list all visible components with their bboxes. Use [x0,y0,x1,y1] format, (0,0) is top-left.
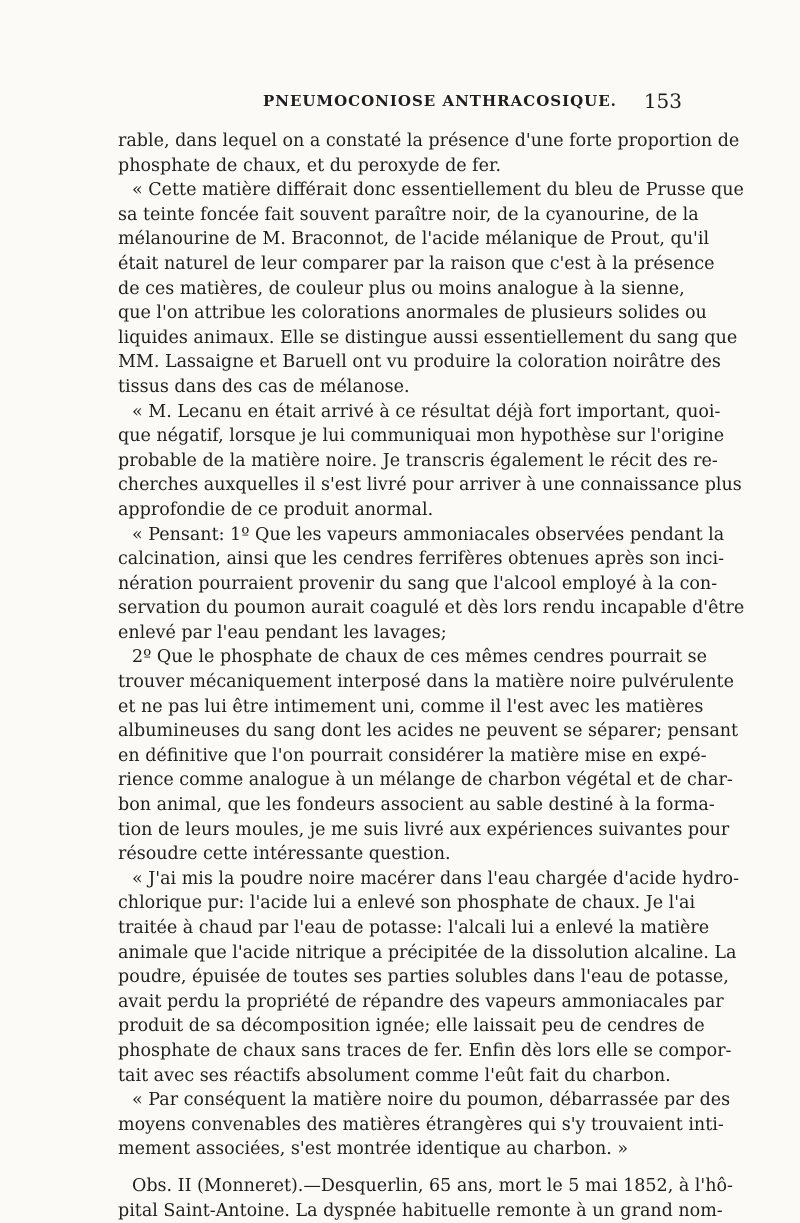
text-line: que l'on attribue les colorations anormales de plusieurs solides ou [118,303,707,324]
page-number: 153 [643,89,682,113]
text-line: en définitive que l'on pourrait considérer la matière mise en expé- [118,745,707,766]
text-line: MM. Lassaigne et Baruell ont vu produire la coloration noirâtre des [118,352,721,373]
text-line: résoudre cette intéressante question. [118,844,451,865]
text-line: cherches auxquelles il s'est livré pour arriver à une connaissance plus [118,475,742,496]
text-line: phosphate de chaux, et du peroxyde de fer. [118,155,502,176]
text-line: rable, dans lequel on a constaté la présence d'une forte proportion de [118,131,740,151]
text-line: « Pensant: 1º Que les vapeurs ammoniacales observées pendant la [132,524,725,545]
text-line: trouver mécaniquement interposé dans la matière noire pulvérulente [118,672,734,693]
text-line: que négatif, lorsque je lui communiquai mon hypothèse sur l'origine [118,426,725,447]
text-line: albumineuses du sang dont les acides ne peuvent se séparer; pensant [118,721,739,742]
text-line: tait avec ses réactifs absolument comme l'eût fait du charbon. [118,1065,671,1086]
running-title: PNEUMOCONIOSE ANTHRACOSIQUE. [263,92,617,110]
body-text [118,129,745,1223]
text-line: et ne pas lui être intimement uni, comme il l'est avec les matières [118,696,704,717]
text-line: de ces matières, de couleur plus ou moins analogue à la sienne, [118,278,685,299]
text-line: pital Saint-Antoine. La dyspnée habituelle remonte à un grand nom- [118,1200,723,1221]
text-line: était naturel de leur comparer par la raison que c'est à la présence [118,253,715,274]
text-line: poudre, épuisée de toutes ses parties solubles dans l'eau de potasse, [118,967,729,988]
text-line: chlorique pur: l'acide lui a enlevé son phosphate de chaux. Je l'ai [118,893,696,914]
text-line: rience comme analogue à un mélange de charbon végétal et de char- [118,770,733,791]
text-line: calcination, ainsi que les cendres ferrifères obtenues après son inci- [118,549,724,570]
text-line: mement associées, s'est montrée identique au charbon. » [118,1139,629,1160]
text-line: bon animal, que les fondeurs associent au sable destiné à la forma- [118,795,715,816]
text-line: approfondie de ce produit anormal. [118,499,434,520]
page-header [118,89,682,118]
text-line: tion de leurs moules, je me suis livré aux expériences suivantes pour [118,819,730,840]
text-line: traitée à chaud par l'eau de potasse: l'alcali lui a enlevé la matière [118,918,710,938]
observation-line: Obs. II (Monneret).—Desquerlin, 65 ans, mort le 5 mai 1852, à l'hô- [132,1175,733,1196]
text-line: liquides animaux. Elle se distingue aussi essentiellement du sang que [118,327,738,348]
text-line: servation du poumon aurait coagulé et dès lors rendu incapable d'être [118,598,745,619]
text-line: mélanourine de M. Braconnot, de l'acide mélanique de Prout, qu'il [118,229,710,250]
text-line: 2º Que le phosphate de chaux de ces mêmes cendres pourrait se [132,647,708,668]
text-line: animale que l'acide nitrique a précipitée de la dissolution alcaline. La [118,942,737,963]
text-line: tissus dans des cas de mélanose. [118,376,410,397]
text-line: sa teinte foncée fait souvent paraître noir, de la cyanourine, de la [118,204,699,225]
paragraph-gap [118,1162,683,1174]
text-line: phosphate de chaux sans traces de fer. Enfin dès lors elle se compor- [118,1040,732,1061]
text-line: « M. Lecanu en était arrivé à ce résultat déjà fort important, quoi- [132,401,721,422]
text-line: « Par conséquent la matière noire du poumon, débarrassée par des [132,1090,731,1111]
text-line: moyens convenables des matières étrangères qui s'y trouvaient inti- [118,1114,724,1135]
text-line: enlevé par l'eau pendant les lavages; [118,622,447,643]
text-line: « Cette matière différait donc essentiellement du bleu de Prusse que [132,180,744,201]
text-line: probable de la matière noire. Je transcris également le récit des re- [118,450,718,471]
text-line: avait perdu la propriété de répandre des vapeurs ammoniacales par [118,991,724,1012]
text-line: produit de sa décomposition ignée; elle laissait peu de cendres de [118,1016,705,1037]
text-line: « J'ai mis la poudre noire macérer dans l'eau chargée d'acide hydro- [132,868,740,889]
text-line: nération pourraient provenir du sang que l'alcool employé à la con- [118,573,718,594]
